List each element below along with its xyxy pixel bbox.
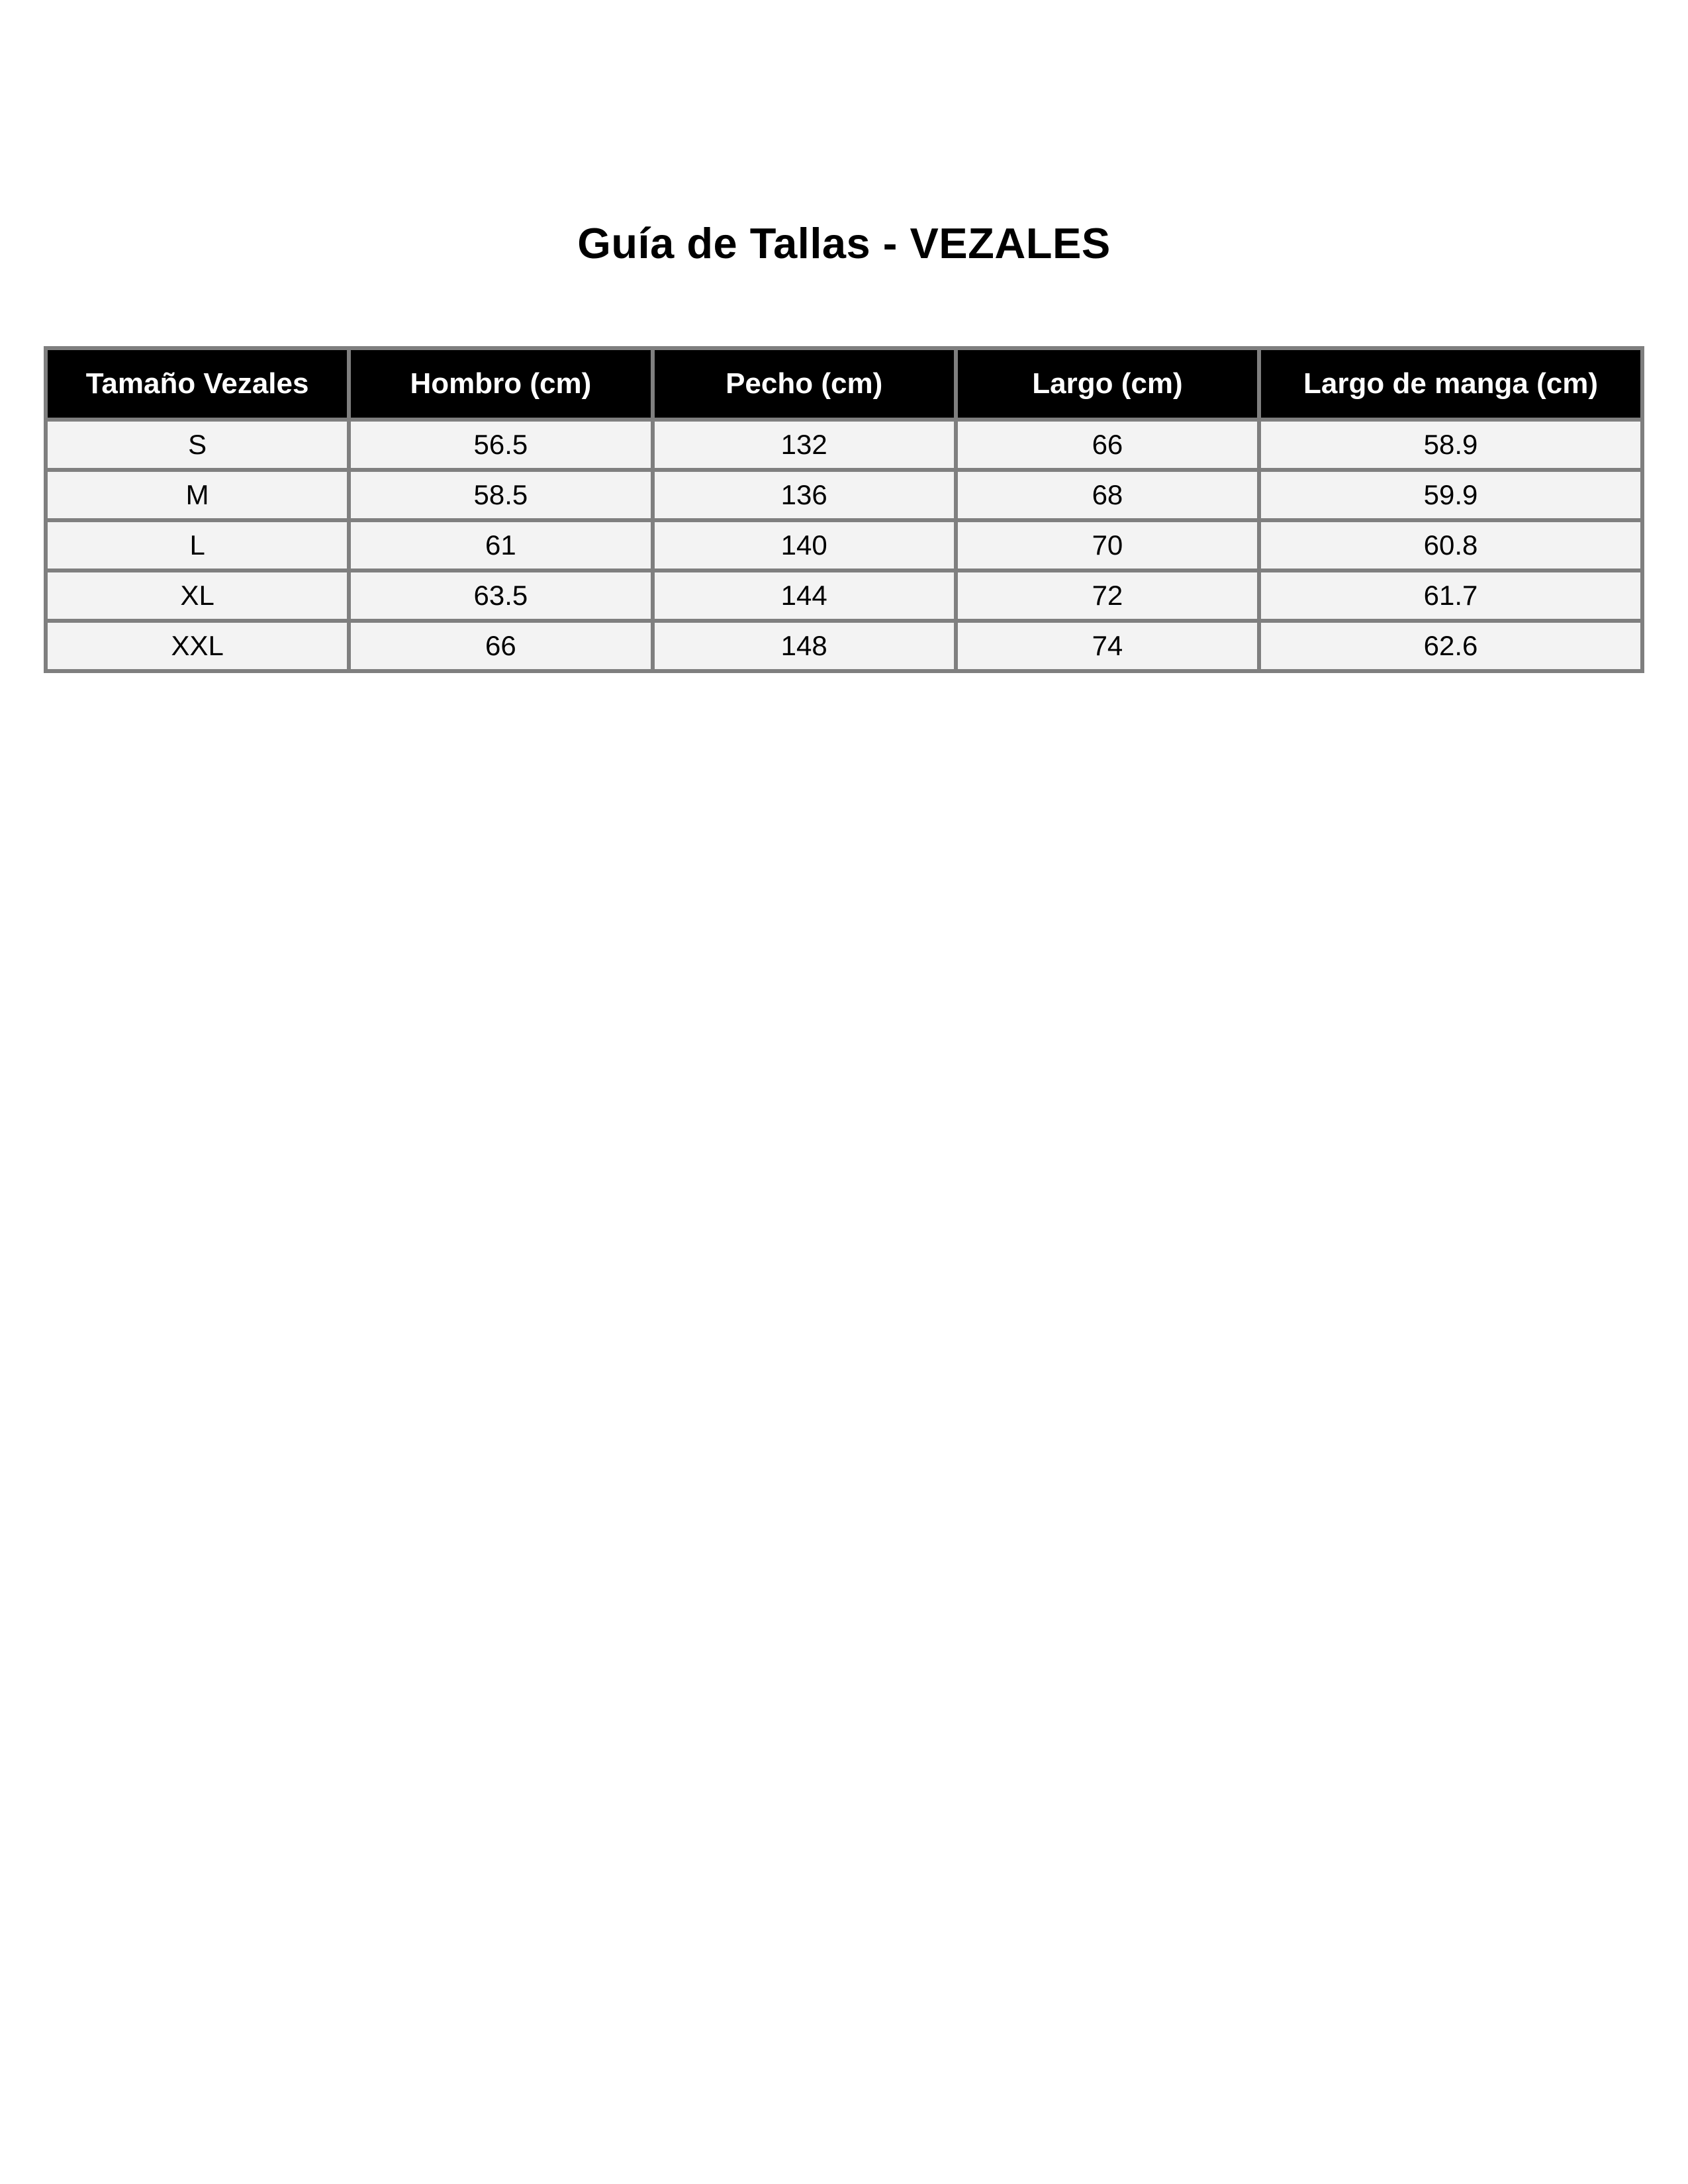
value-cell: 59.9 [1259,470,1642,520]
value-cell: 66 [956,420,1259,470]
size-cell: S [46,420,349,470]
value-cell: 61 [349,520,652,570]
page-title: Guía de Tallas - VEZALES [577,219,1111,267]
value-cell: 56.5 [349,420,652,470]
table-row-xl [46,570,1642,621]
value-cell: 62.6 [1259,621,1642,671]
size-cell: XL [46,570,349,621]
value-cell: 72 [956,570,1259,621]
column-header-sleeve-length: Largo de manga (cm) [1259,348,1642,420]
value-cell: 58.5 [349,470,652,520]
value-cell: 70 [956,520,1259,570]
size-guide-table [44,346,1644,673]
value-cell: 60.8 [1259,520,1642,570]
table-row-xxl [46,621,1642,671]
table-header-row [46,348,1642,420]
value-cell: 140 [653,520,956,570]
value-cell: 148 [653,621,956,671]
column-header-shoulder: Hombro (cm) [349,348,652,420]
value-cell: 61.7 [1259,570,1642,621]
size-cell: M [46,470,349,520]
column-header-size: Tamaño Vezales [46,348,349,420]
size-cell: L [46,520,349,570]
table-row-s [46,420,1642,470]
value-cell: 132 [653,420,956,470]
value-cell: 66 [349,621,652,671]
value-cell: 136 [653,470,956,520]
table-row-l [46,520,1642,570]
value-cell: 63.5 [349,570,652,621]
table-row-m [46,470,1642,520]
size-cell: XXL [46,621,349,671]
value-cell: 68 [956,470,1259,520]
value-cell: 58.9 [1259,420,1642,470]
value-cell: 144 [653,570,956,621]
column-header-chest: Pecho (cm) [653,348,956,420]
value-cell: 74 [956,621,1259,671]
column-header-length: Largo (cm) [956,348,1259,420]
